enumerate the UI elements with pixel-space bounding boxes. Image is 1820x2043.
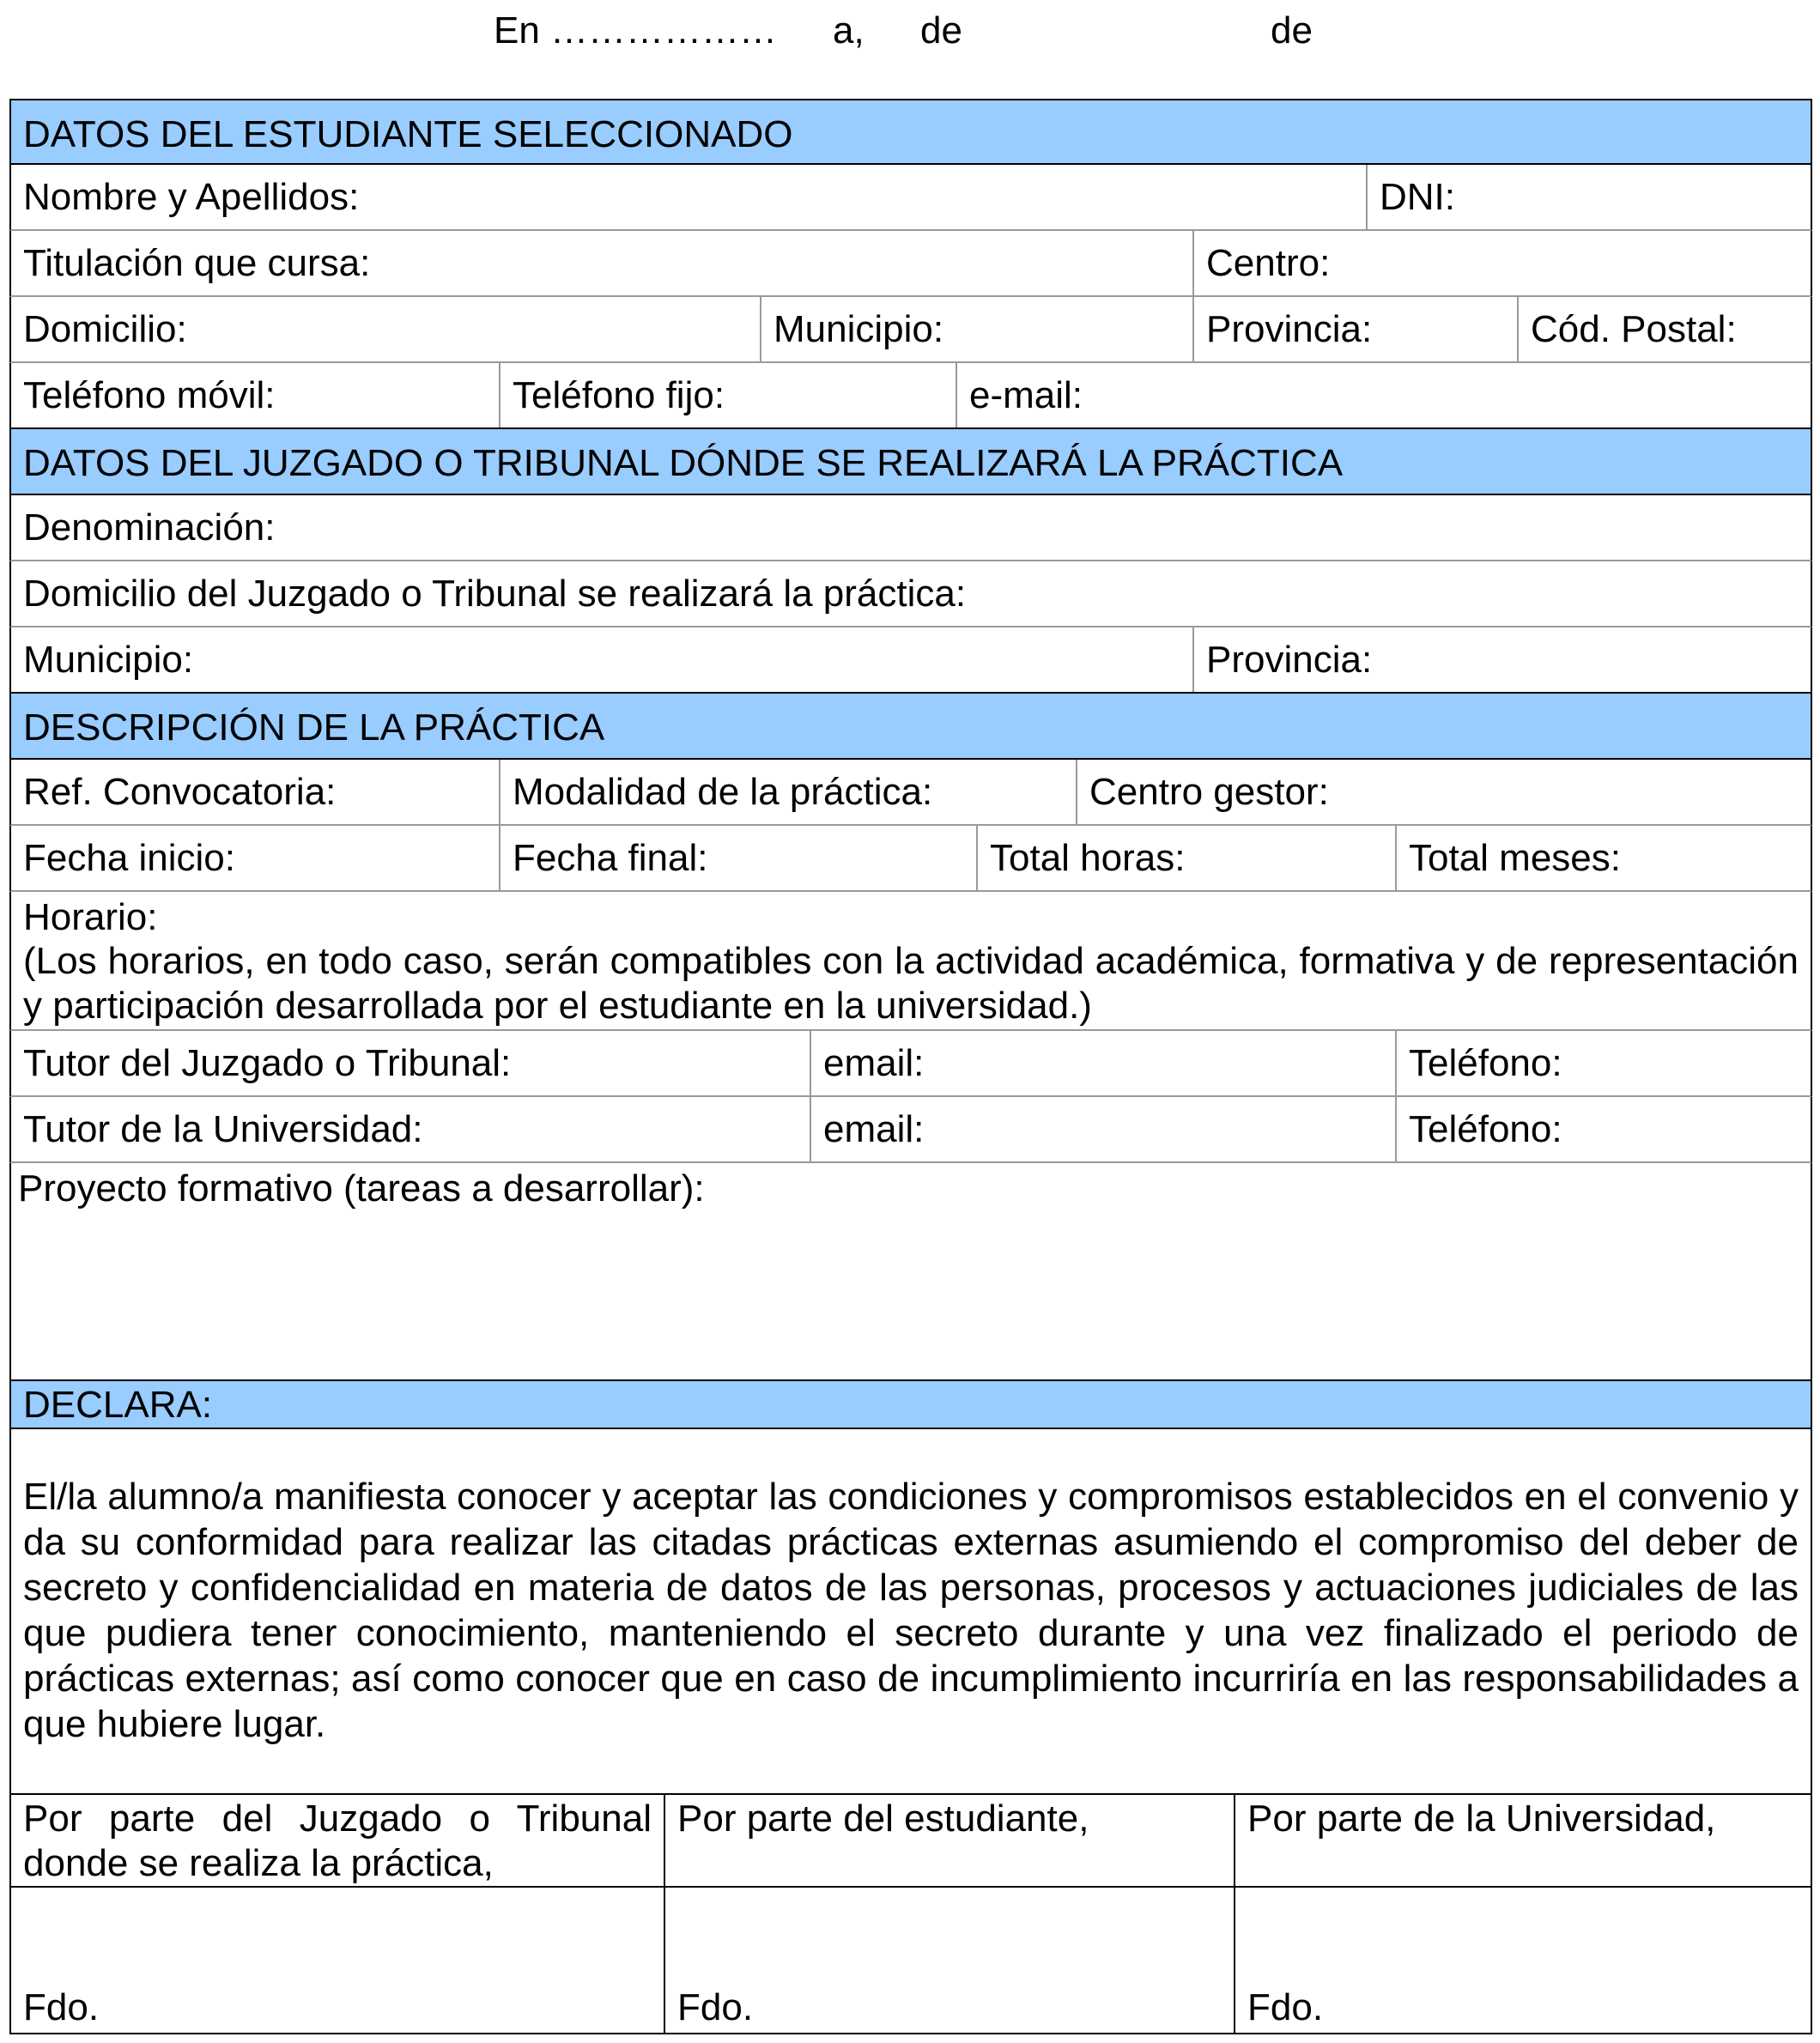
municipality-field[interactable]: Municipio: (761, 297, 1194, 361)
modality-field[interactable]: Modalidad de la práctica: (500, 760, 1077, 824)
university-signature-box[interactable] (1235, 1888, 1811, 2033)
student-signature-fdo: Fdo. (677, 1986, 754, 2029)
declaration-text: El/la alumno/a manifiesta conocer y aceptar las condiciones y compromisos establecidos en el convenio y da su conformidad para realizar las citadas prácticas externas asumiendo el compromiso del deber de secreto y confidencialidad en materia de datos de las personas, procesos y actuaciones judiciales de las que pudiera tener conocimiento, manteniendo el secreto durante y una vez finalizado el periodo de prácticas externas; así como conocer que en caso de incumplimiento incurriría en las responsabilidades a que hubiere lugar. (23, 1476, 1799, 1745)
section-title: DECLARA: (23, 1384, 213, 1426)
court-address-field[interactable]: Domicilio del Juzgado o Tribunal se realizará la práctica: (23, 573, 967, 615)
total-months-field[interactable]: Total meses: (1409, 837, 1621, 879)
university-signature-fdo: Fdo. (1247, 1986, 1324, 2029)
practice-section-header (9, 694, 1812, 760)
court-signature-box[interactable] (11, 1888, 665, 2033)
date-line (0, 9, 1820, 60)
name-field[interactable]: Nombre y Apellidos: (11, 165, 1368, 229)
center-field[interactable]: Centro: (1206, 242, 1331, 284)
university-tutor-row (9, 1097, 1812, 1163)
end-date-field[interactable]: Fecha final: (500, 826, 978, 890)
date-year-text: de (1271, 9, 1313, 52)
court-province-field[interactable]: Provincia: (1206, 639, 1373, 681)
signature-labels-row (9, 1795, 1812, 1888)
total-hours-field[interactable]: Total horas: (978, 826, 1397, 890)
court-location-row (9, 627, 1812, 694)
court-name-row (9, 495, 1812, 561)
student-name-row (9, 165, 1812, 231)
court-tutor-email-field[interactable]: email: (811, 1031, 1397, 1095)
university-tutor-email-field[interactable]: email: (811, 1097, 1397, 1161)
training-project-label: Proyecto formativo (tareas a desarrollar): (18, 1167, 705, 1209)
student-address-row (9, 297, 1812, 363)
declaration-header (9, 1381, 1812, 1429)
date-month-text: de (920, 9, 962, 52)
schedule-block[interactable] (9, 892, 1812, 1031)
declaration-block (9, 1429, 1812, 1795)
degree-field[interactable]: Titulación que cursa: (11, 231, 1194, 295)
province-field[interactable]: Provincia: (1194, 297, 1519, 361)
postal-code-field[interactable]: Cód. Postal: (1531, 308, 1737, 350)
court-signature-label: Por parte del Juzgado o Tribunal donde se realiza la práctica, (11, 1795, 665, 1886)
university-tutor-phone-field[interactable]: Teléfono: (1409, 1108, 1562, 1150)
training-project-block[interactable] (9, 1163, 1812, 1381)
section-title: DATOS DEL ESTUDIANTE SELECCIONADO (23, 113, 793, 155)
court-tutor-row (9, 1031, 1812, 1097)
section-title: DATOS DEL JUZGADO O TRIBUNAL DÓNDE SE REALIZARÁ LA PRÁCTICA (23, 442, 1344, 484)
practice-form (9, 99, 1812, 2034)
court-municipality-field[interactable]: Municipio: (11, 627, 1194, 692)
section-title: DESCRIPCIÓN DE LA PRÁCTICA (23, 706, 605, 749)
date-place-text: En ……………… (494, 9, 778, 52)
managing-center-field[interactable]: Centro gestor: (1089, 771, 1329, 813)
court-section-header (9, 429, 1812, 495)
student-contact-row (9, 363, 1812, 429)
signature-boxes-row (9, 1888, 1812, 2034)
university-signature-label: Por parte de la Universidad, (1247, 1797, 1716, 1840)
landline-phone-field[interactable]: Teléfono fijo: (500, 363, 957, 427)
dni-field[interactable]: DNI: (1380, 176, 1455, 218)
court-address-row (9, 561, 1812, 627)
student-signature-box[interactable] (665, 1888, 1235, 2033)
court-signature-fdo: Fdo. (23, 1986, 100, 2029)
student-signature-label: Por parte del estudiante, (665, 1795, 1235, 1886)
call-reference-field[interactable]: Ref. Convocatoria: (11, 760, 500, 824)
practice-ref-row (9, 760, 1812, 826)
schedule-label: Horario: (23, 896, 158, 938)
address-field[interactable]: Domicilio: (11, 297, 761, 361)
student-section-header (9, 99, 1812, 165)
mobile-phone-field[interactable]: Teléfono móvil: (11, 363, 500, 427)
court-name-field[interactable]: Denominación: (23, 506, 276, 549)
email-field[interactable]: e-mail: (969, 374, 1083, 416)
university-tutor-field[interactable]: Tutor de la Universidad: (11, 1097, 811, 1161)
student-degree-row (9, 231, 1812, 297)
court-tutor-phone-field[interactable]: Teléfono: (1409, 1042, 1562, 1084)
schedule-note: (Los horarios, en todo caso, serán compatibles con la actividad académica, formativa y de representación y participación desarrollada por el estudiante en la universidad.) (23, 939, 1799, 1027)
court-tutor-field[interactable]: Tutor del Juzgado o Tribunal: (11, 1031, 811, 1095)
practice-dates-row (9, 826, 1812, 892)
date-day-text: a, (833, 9, 864, 52)
start-date-field[interactable]: Fecha inicio: (11, 826, 500, 890)
